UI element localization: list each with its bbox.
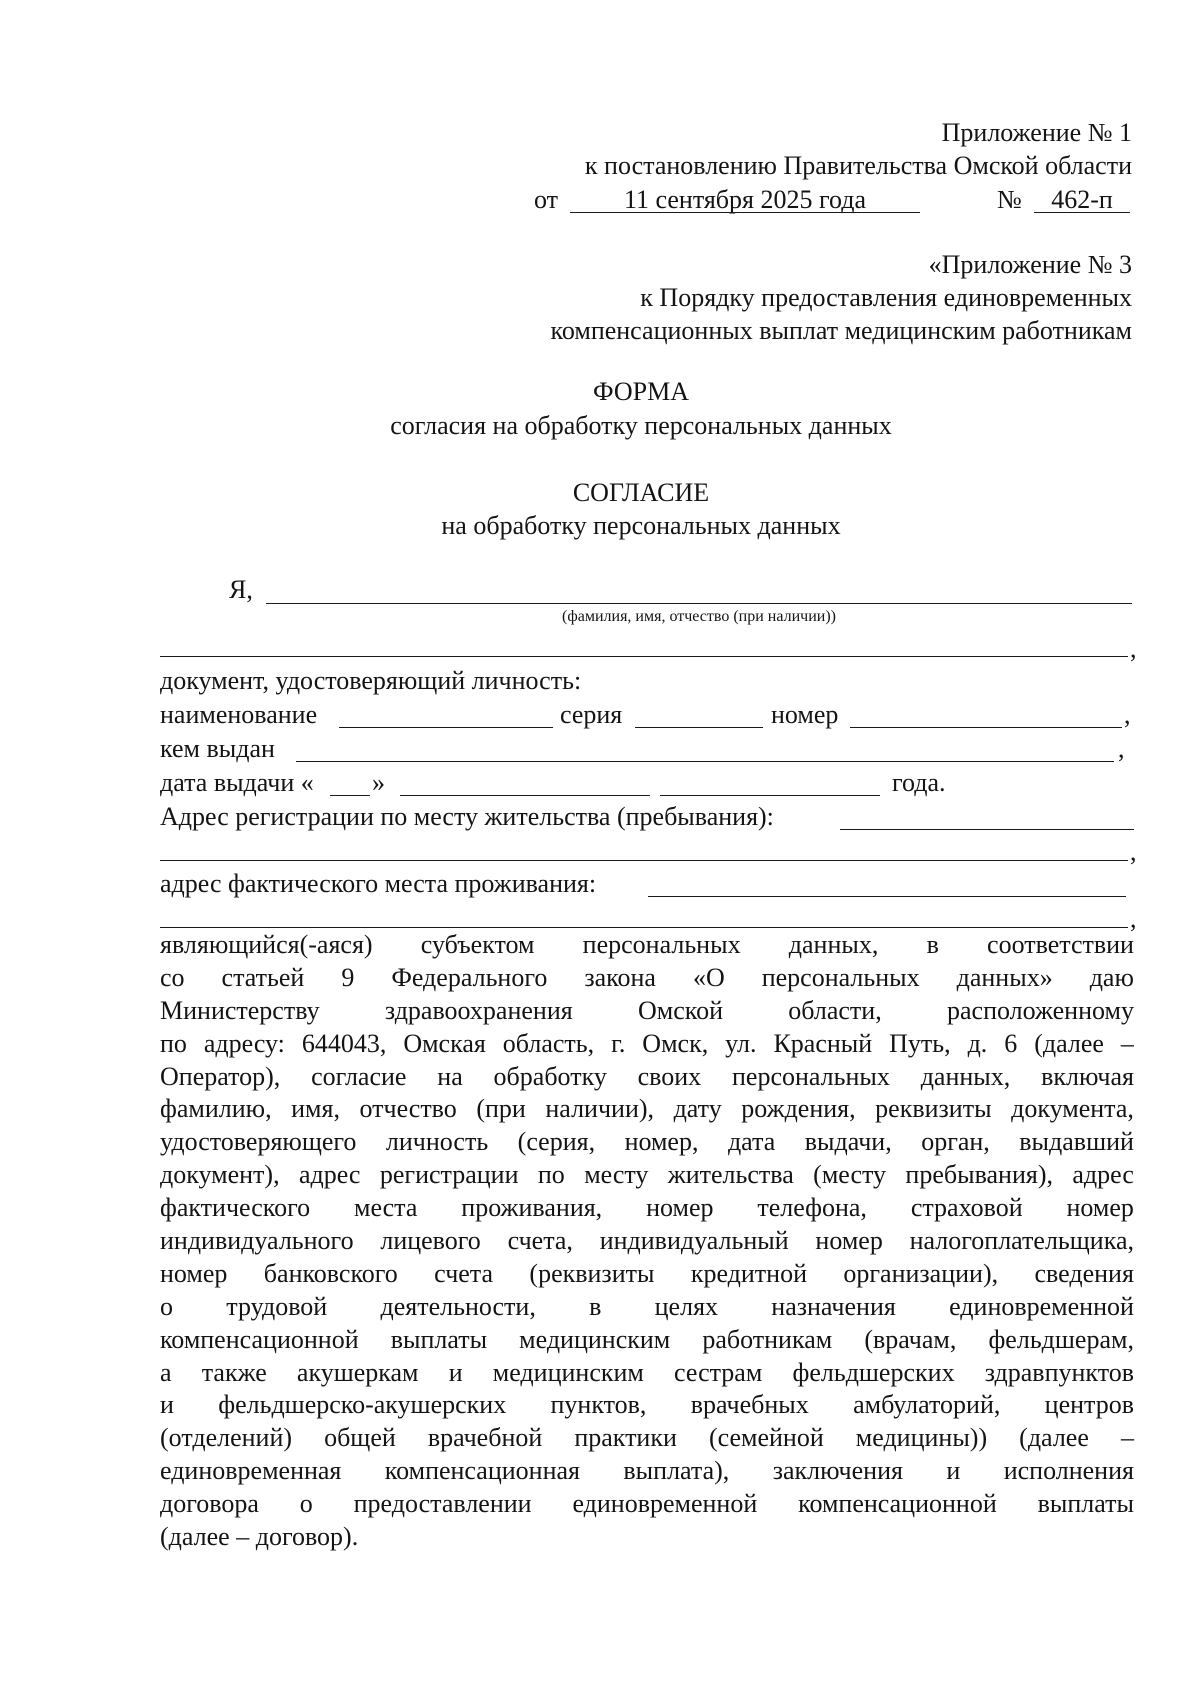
paragraph-word: на (437, 1061, 463, 1091)
paragraph-line (160, 1062, 1134, 1095)
paragraph-word: здравпунктов (984, 1357, 1134, 1387)
paragraph-word: данных, (788, 930, 879, 959)
paragraph-word: отчество (359, 1094, 457, 1124)
paragraph-word: включая (1041, 1061, 1134, 1091)
paragraph-word: сведения (1034, 1258, 1134, 1288)
paragraph-word: Федерального (391, 962, 548, 992)
paragraph-line (160, 1094, 1134, 1127)
paragraph-word: выплаты (1037, 1489, 1134, 1519)
paragraph-line (160, 1325, 1134, 1358)
paragraph-word: назначения (771, 1291, 896, 1321)
paragraph-word: амбулаторий, (853, 1390, 1001, 1420)
paragraph-word: удостоверяющего (160, 1127, 357, 1157)
paragraph-word: и (448, 1357, 463, 1387)
paragraph-word: 6 (1004, 1028, 1018, 1058)
paragraph-line (160, 1390, 1134, 1423)
paragraph-word: 9 (341, 962, 355, 992)
paragraph-word: телефона, (757, 1193, 867, 1223)
form-subtitle: согласия на обработку персональных данных (390, 411, 892, 440)
paragraph-word: фельдшерских (792, 1357, 955, 1387)
paragraph-word: имя, (291, 1094, 340, 1124)
paragraph-word: месту (584, 1160, 649, 1190)
appendix-3-title: «Приложение № 3 (928, 250, 1132, 279)
paragraph-word: врачебной (427, 1423, 543, 1453)
issue-day-field[interactable] (330, 795, 370, 796)
paragraph-word: номер (646, 1193, 714, 1223)
paragraph-word: единовременной (949, 1291, 1134, 1321)
paragraph-word: (серия, (517, 1127, 596, 1157)
paragraph-word: персональных (731, 1061, 890, 1091)
doc-number-label: номер (771, 700, 839, 729)
paragraph-word: Омская (403, 1028, 486, 1058)
doc-name-field[interactable] (339, 727, 553, 728)
paragraph-line (160, 1259, 1134, 1292)
consent-subtitle: на обработку персональных данных (441, 511, 841, 540)
appendix-1-resolution: к постановлению Правительства Омской области (584, 151, 1132, 180)
paragraph-word: обработку (493, 1061, 607, 1091)
paragraph-word: – (1120, 1423, 1134, 1453)
paragraph-word: дата (727, 1127, 776, 1157)
paragraph-word: организации), (843, 1258, 999, 1288)
paragraph-word: и (946, 1456, 961, 1486)
fio-continuation-line[interactable] (160, 656, 1128, 657)
paragraph-word: целях (654, 1291, 719, 1321)
paragraph-word: работникам (702, 1324, 833, 1354)
paragraph-word: область, (502, 1028, 595, 1058)
paragraph-word: также (201, 1357, 267, 1387)
paragraph-word: счета, (507, 1226, 573, 1256)
paragraph-word: соответствии (987, 930, 1134, 959)
paragraph-word: ул. (725, 1028, 757, 1058)
paragraph-word: (далее – договор). (160, 1522, 359, 1552)
appendix-3-order: к Порядку предоставления единовременных (640, 283, 1132, 312)
paragraph-word: регистрации (379, 1160, 519, 1190)
paragraph-word: предоставлении (353, 1489, 532, 1519)
paragraph-word: фельдшерско-акушерских (218, 1390, 507, 1420)
paragraph-word: о (299, 1489, 313, 1519)
paragraph-word: реквизиты (875, 1094, 992, 1124)
paragraph-word: медицинским (492, 1357, 644, 1387)
resolution-number: 462-п (1051, 185, 1113, 214)
paragraph-word: Красный (773, 1028, 873, 1058)
appendix-1-title: Приложение № 1 (941, 118, 1132, 147)
reg-address-field[interactable] (840, 829, 1134, 830)
paragraph-word: по (160, 1028, 187, 1058)
paragraph-word: в (926, 930, 939, 959)
paragraph-word: (врачам, (864, 1324, 957, 1354)
paragraph-line (160, 1193, 1134, 1226)
paragraph-word: Министерству (160, 995, 320, 1025)
resolution-number-underline (1034, 212, 1130, 213)
paragraph-word: Оператор), (160, 1061, 281, 1091)
paragraph-word: д. (967, 1028, 988, 1058)
paragraph-word: (отделений) (160, 1423, 293, 1453)
actual-address-label: адрес фактического места проживания: (160, 869, 597, 898)
resolution-date: 11 сентября 2025 года (623, 185, 867, 214)
paragraph-word: являющийся(-аяся) (160, 930, 373, 959)
paragraph-word: медицины)) (855, 1423, 988, 1453)
comma: , (1118, 734, 1125, 763)
paragraph-word: Путь, (889, 1028, 951, 1058)
issue-date-close-quote: » (372, 768, 385, 797)
paragraph-word: (реквизиты (529, 1258, 655, 1288)
paragraph-word: выплата), (623, 1456, 730, 1486)
paragraph-line (160, 1456, 1134, 1489)
paragraph-word: деятельности, (380, 1291, 536, 1321)
paragraph-word: (семейной (708, 1423, 824, 1453)
paragraph-word: фамилию, (160, 1094, 272, 1124)
paragraph-word: адрес (298, 1160, 361, 1190)
fio-field-line[interactable] (266, 603, 1132, 604)
appendix-3-payments: компенсационных выплат медицинским работникам (550, 316, 1132, 345)
document-heading: документ, удостоверяющий личность: (160, 666, 582, 695)
paragraph-word: индивидуального (160, 1226, 354, 1256)
paragraph-word: согласие (311, 1061, 407, 1091)
doc-series-label: серия (560, 700, 623, 729)
year-label: года. (892, 768, 946, 797)
actual-address-field[interactable] (648, 896, 1126, 897)
i-label: Я, (229, 575, 253, 604)
form-title: ФОРМА (593, 377, 689, 406)
paragraph-word: субъектом (420, 930, 535, 959)
paragraph-word: компенсационной (798, 1489, 997, 1519)
comma: , (1130, 837, 1137, 866)
paragraph-line (160, 963, 1134, 996)
paragraph-word: (при (476, 1094, 526, 1124)
paragraph-word: данных» (956, 962, 1053, 992)
paragraph-word: своих (637, 1061, 702, 1091)
paragraph-word: персональных (761, 962, 920, 992)
paragraph-word: выплаты (390, 1324, 488, 1354)
paragraph-word: номер (160, 1258, 228, 1288)
doc-name-label: наименование (160, 700, 318, 729)
paragraph-word: данных, (920, 1061, 1011, 1091)
paragraph-word: банковского (263, 1258, 398, 1288)
paragraph-word: места (353, 1193, 418, 1223)
paragraph-word: персональных (582, 930, 741, 959)
paragraph-word: здравоохранения (384, 995, 573, 1025)
paragraph-line (160, 1029, 1134, 1062)
paragraph-word: медицинским (519, 1324, 671, 1354)
paragraph-word: 644043, (301, 1028, 387, 1058)
paragraph-word: практики (574, 1423, 677, 1453)
resolution-date-underline (570, 212, 920, 213)
paragraph-word: статьей (221, 962, 305, 992)
paragraph-word: общей (324, 1423, 396, 1453)
paragraph-word: расположенному (947, 995, 1134, 1025)
paragraph-word: лицевого (380, 1226, 481, 1256)
paragraph-word: по (537, 1160, 565, 1190)
paragraph-line (160, 1127, 1134, 1160)
actual-address-continuation[interactable] (160, 927, 1128, 928)
comma: , (1130, 904, 1137, 933)
paragraph-word: адресу: (203, 1028, 285, 1058)
paragraph-word: проживания, (461, 1193, 603, 1223)
paragraph-word: – (1120, 1028, 1134, 1058)
paragraph-line (160, 930, 1134, 963)
issue-month-field[interactable] (400, 795, 650, 796)
paragraph-word: исполнения (1003, 1456, 1134, 1486)
paragraph-word: а (160, 1357, 172, 1387)
paragraph-word: фактического (160, 1193, 311, 1223)
paragraph-word: пребывания), (905, 1160, 1053, 1190)
paragraph-word: кредитной (690, 1258, 807, 1288)
paragraph-word: адрес (1072, 1160, 1134, 1190)
paragraph-line (160, 1423, 1134, 1456)
paragraph-word: закона (584, 962, 656, 992)
paragraph-line (160, 1292, 1134, 1325)
paragraph-word: центров (1044, 1390, 1134, 1420)
doc-series-field[interactable] (635, 727, 763, 728)
paragraph-word: компенсационной (160, 1324, 359, 1354)
paragraph-word: счета (434, 1258, 494, 1288)
paragraph-line (160, 996, 1134, 1029)
paragraph-word: и (160, 1390, 174, 1420)
paragraph-word: (далее (1034, 1028, 1104, 1058)
paragraph-word: номер (815, 1226, 883, 1256)
fio-hint: (фамилия, имя, отчество (при наличии)) (562, 608, 836, 625)
paragraph-word: единовременной (572, 1489, 758, 1519)
resolution-from-label: от (534, 185, 559, 214)
paragraph-word: пунктов, (550, 1390, 647, 1420)
paragraph-word: орган, (921, 1127, 990, 1157)
issued-by-label: кем выдан (160, 734, 275, 763)
paragraph-word: г. (611, 1028, 626, 1058)
issue-year-field[interactable] (660, 795, 880, 796)
paragraph-word: налогоплательщика, (909, 1226, 1134, 1256)
consent-paragraph (160, 930, 1134, 1555)
paragraph-word: (месту (813, 1160, 887, 1190)
paragraph-line (160, 1358, 1134, 1391)
paragraph-word: номер (1066, 1193, 1134, 1223)
reg-address-continuation[interactable] (160, 860, 1128, 861)
paragraph-word: трудовой (226, 1291, 328, 1321)
paragraph-word: рождения, (741, 1094, 856, 1124)
paragraph-word: сестрам (674, 1357, 763, 1387)
reg-address-label: Адрес регистрации по месту жительства (пребывания): (160, 802, 774, 831)
paragraph-word: в (589, 1291, 602, 1321)
paragraph-word: выдачи, (804, 1127, 892, 1157)
paragraph-word: акушеркам (296, 1357, 419, 1387)
comma: , (1130, 634, 1137, 663)
paragraph-line (160, 1160, 1134, 1193)
paragraph-word: «О (692, 962, 725, 992)
paragraph-line (160, 1522, 1134, 1555)
paragraph-word: Омской (638, 995, 723, 1025)
comma: , (1124, 700, 1131, 729)
paragraph-word: о (160, 1291, 173, 1321)
paragraph-word: дату (673, 1094, 722, 1124)
paragraph-word: документ), (160, 1160, 280, 1190)
paragraph-word: договора (160, 1489, 259, 1519)
paragraph-word: личность (385, 1127, 489, 1157)
paragraph-word: даю (1089, 962, 1134, 992)
resolution-number-label: № (997, 185, 1022, 214)
paragraph-line (160, 1226, 1134, 1259)
paragraph-word: Омск, (642, 1028, 709, 1058)
paragraph-word: врачебных (690, 1390, 809, 1420)
paragraph-line (160, 1489, 1134, 1522)
paragraph-word: наличии), (545, 1094, 655, 1124)
issued-by-field[interactable] (296, 761, 1114, 762)
paragraph-word: документа, (1011, 1094, 1134, 1124)
doc-number-field[interactable] (850, 727, 1122, 728)
paragraph-word: фельдшерам, (988, 1324, 1134, 1354)
issue-date-label: дата выдачи « (160, 768, 314, 797)
paragraph-word: (далее (1019, 1423, 1089, 1453)
paragraph-word: выдавший (1019, 1127, 1134, 1157)
paragraph-word: заключения (772, 1456, 903, 1486)
paragraph-word: области, (788, 995, 882, 1025)
paragraph-word: индивидуальный (599, 1226, 789, 1256)
paragraph-word: жительства (667, 1160, 794, 1190)
paragraph-word: единовременная (160, 1456, 342, 1486)
consent-title: СОГЛАСИЕ (572, 478, 710, 507)
paragraph-word: страховой (910, 1193, 1023, 1223)
paragraph-word: номер, (624, 1127, 699, 1157)
paragraph-word: компенсационная (384, 1456, 580, 1486)
paragraph-word: со (160, 962, 185, 992)
